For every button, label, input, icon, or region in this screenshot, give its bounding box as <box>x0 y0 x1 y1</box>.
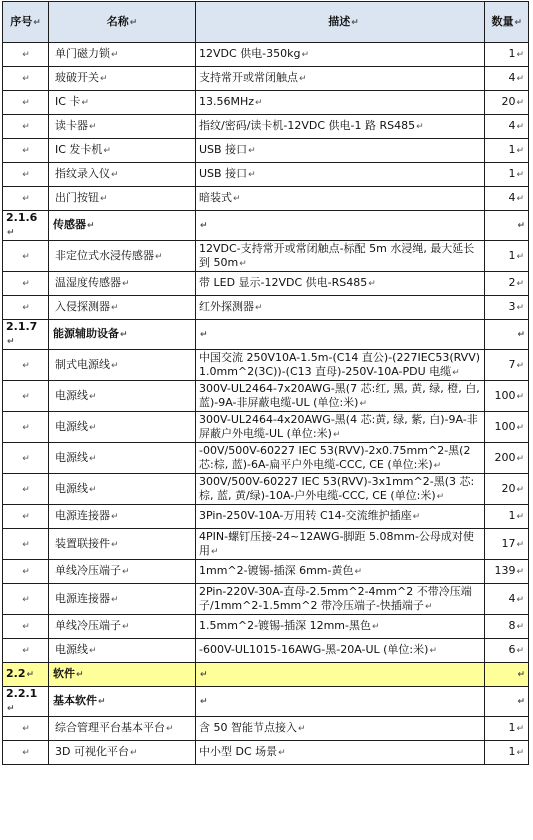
item-description: -00V/500V-60227 IEC 53(RVV)-2x0.75mm^2-黑(2 芯:棕, 蓝)-6A-扁平户外电缆-CCC, CE (单位:米)↵ <box>196 443 485 474</box>
row-number: ↵ <box>3 272 49 296</box>
row-number: ↵ <box>3 91 49 115</box>
row-number: ↵ <box>3 529 49 560</box>
item-name: 电源线↵ <box>49 474 196 505</box>
item-name: 电源线↵ <box>49 381 196 412</box>
item-description: 13.56MHz↵ <box>196 91 485 115</box>
table-row <box>3 91 529 115</box>
item-name: 出门按钮↵ <box>49 187 196 211</box>
row-number: ↵ <box>3 241 49 272</box>
item-description: 1mm^2-镀锡-插深 6mm-黄色↵ <box>196 560 485 584</box>
item-quantity: 20↵ <box>485 91 529 115</box>
item-name: 温湿度传感器↵ <box>49 272 196 296</box>
row-number: ↵ <box>3 639 49 663</box>
row-number: ↵ <box>3 43 49 67</box>
row-number: ↵ <box>3 163 49 187</box>
table-row <box>3 741 529 765</box>
item-description: 中小型 DC 场景↵ <box>196 741 485 765</box>
item-quantity: 1↵ <box>485 139 529 163</box>
row-number: ↵ <box>3 741 49 765</box>
table-row <box>3 350 529 381</box>
table-row <box>3 115 529 139</box>
section-row <box>3 663 529 687</box>
section-number: 2.2.1↵ <box>3 687 49 717</box>
item-quantity: 6↵ <box>485 639 529 663</box>
table-row <box>3 560 529 584</box>
header-qty: 数量↵ <box>485 2 529 43</box>
item-quantity: 1↵ <box>485 241 529 272</box>
item-name: 非定位式水浸传感器↵ <box>49 241 196 272</box>
item-quantity: 4↵ <box>485 187 529 211</box>
item-description: 1.5mm^2-镀锡-插深 12mm-黑色↵ <box>196 615 485 639</box>
table-row <box>3 381 529 412</box>
row-number: ↵ <box>3 139 49 163</box>
item-name: 电源连接器↵ <box>49 584 196 615</box>
item-description: 指纹/密码/读卡机-12VDC 供电-1 路 RS485↵ <box>196 115 485 139</box>
item-quantity: 8↵ <box>485 615 529 639</box>
section-row <box>3 211 529 241</box>
item-description: 支持常开或常闭触点↵ <box>196 67 485 91</box>
row-number: ↵ <box>3 615 49 639</box>
item-name: 单线冷压端子↵ <box>49 560 196 584</box>
item-name: 电源线↵ <box>49 443 196 474</box>
table-row <box>3 443 529 474</box>
row-number: ↵ <box>3 474 49 505</box>
item-name: 读卡器↵ <box>49 115 196 139</box>
item-description: 红外探测器↵ <box>196 296 485 320</box>
table-row <box>3 187 529 211</box>
row-number: ↵ <box>3 412 49 443</box>
row-number: ↵ <box>3 296 49 320</box>
section-desc: ↵ <box>196 320 485 350</box>
item-quantity: 1↵ <box>485 717 529 741</box>
item-quantity: 2↵ <box>485 272 529 296</box>
table-row <box>3 529 529 560</box>
section-title: 传感器↵ <box>49 211 196 241</box>
row-number: ↵ <box>3 350 49 381</box>
table-row <box>3 639 529 663</box>
table-row <box>3 584 529 615</box>
section-title: 基本软件↵ <box>49 687 196 717</box>
table-row <box>3 296 529 320</box>
item-name: 入侵探测器↵ <box>49 296 196 320</box>
item-quantity: 1↵ <box>485 163 529 187</box>
table-row <box>3 505 529 529</box>
item-name: 电源连接器↵ <box>49 505 196 529</box>
item-description: 2Pin-220V-30A-直母-2.5mm^2-4mm^2 不带冷压端子/1mm^2-1.5mm^2 带冷压端子-快插端子↵ <box>196 584 485 615</box>
section-desc: ↵ <box>196 663 485 687</box>
row-number: ↵ <box>3 717 49 741</box>
row-number: ↵ <box>3 584 49 615</box>
item-description: USB 接口↵ <box>196 139 485 163</box>
section-qty: ↵ <box>485 320 529 350</box>
section-qty: ↵ <box>485 211 529 241</box>
item-description: 3Pin-250V-10A-万用转 C14-交流维护插座↵ <box>196 505 485 529</box>
item-name: 装置联接件↵ <box>49 529 196 560</box>
table-row <box>3 163 529 187</box>
section-row <box>3 687 529 717</box>
item-name: 单门磁力锁↵ <box>49 43 196 67</box>
table-row <box>3 43 529 67</box>
item-description: 4PIN-螺钉压接-24~12AWG-脚距 5.08mm-公母成对使用↵ <box>196 529 485 560</box>
section-number: 2.1.6↵ <box>3 211 49 241</box>
section-title: 软件↵ <box>49 663 196 687</box>
item-quantity: 4↵ <box>485 115 529 139</box>
equipment-table <box>2 1 529 765</box>
header-name: 名称↵ <box>49 2 196 43</box>
row-number: ↵ <box>3 67 49 91</box>
row-number: ↵ <box>3 443 49 474</box>
section-row <box>3 320 529 350</box>
section-qty: ↵ <box>485 687 529 717</box>
table-row <box>3 615 529 639</box>
item-name: 综合管理平台基本平台↵ <box>49 717 196 741</box>
header-desc: 描述↵ <box>196 2 485 43</box>
section-desc: ↵ <box>196 211 485 241</box>
row-number: ↵ <box>3 505 49 529</box>
table-row <box>3 272 529 296</box>
section-number: 2.2↵ <box>3 663 49 687</box>
item-quantity: 1↵ <box>485 43 529 67</box>
item-quantity: 3↵ <box>485 296 529 320</box>
item-name: 制式电源线↵ <box>49 350 196 381</box>
item-description: 含 50 智能节点接入↵ <box>196 717 485 741</box>
section-desc: ↵ <box>196 687 485 717</box>
row-number: ↵ <box>3 560 49 584</box>
item-description: USB 接口↵ <box>196 163 485 187</box>
item-quantity: 1↵ <box>485 505 529 529</box>
header-row <box>3 2 529 43</box>
item-description: 带 LED 显示-12VDC 供电-RS485↵ <box>196 272 485 296</box>
item-name: 玻破开关↵ <box>49 67 196 91</box>
table-row <box>3 241 529 272</box>
table-row <box>3 717 529 741</box>
item-quantity: 139↵ <box>485 560 529 584</box>
section-qty: ↵ <box>485 663 529 687</box>
item-quantity: 100↵ <box>485 412 529 443</box>
section-number: 2.1.7↵ <box>3 320 49 350</box>
item-description: -600V-UL1015-16AWG-黑-20A-UL (单位:米)↵ <box>196 639 485 663</box>
item-quantity: 17↵ <box>485 529 529 560</box>
item-quantity: 1↵ <box>485 741 529 765</box>
item-quantity: 100↵ <box>485 381 529 412</box>
item-name: IC 卡↵ <box>49 91 196 115</box>
table-row <box>3 474 529 505</box>
section-title: 能源辅助设备↵ <box>49 320 196 350</box>
item-description: 300V-UL2464-7x20AWG-黑(7 芯:红, 黑, 黄, 绿, 橙, 白, 蓝)-9A-非屏蔽电缆-UL (单位:米)↵ <box>196 381 485 412</box>
row-number: ↵ <box>3 187 49 211</box>
item-name: 单线冷压端子↵ <box>49 615 196 639</box>
item-quantity: 4↵ <box>485 584 529 615</box>
item-quantity: 7↵ <box>485 350 529 381</box>
item-name: IC 发卡机↵ <box>49 139 196 163</box>
item-description: 12VDC-支持常开或常闭触点-标配 5m 水浸绳, 最大延长到 50m↵ <box>196 241 485 272</box>
item-quantity: 4↵ <box>485 67 529 91</box>
table-row <box>3 67 529 91</box>
item-quantity: 200↵ <box>485 443 529 474</box>
row-number: ↵ <box>3 115 49 139</box>
table-row <box>3 412 529 443</box>
item-description: 12VDC 供电-350kg↵ <box>196 43 485 67</box>
item-description: 300V/500V-60227 IEC 53(RVV)-3x1mm^2-黑(3 芯:棕, 蓝, 黄/绿)-10A-户外电缆-CCC, CE (单位:米)↵ <box>196 474 485 505</box>
item-description: 中国交流 250V10A-1.5m-(C14 直公)-(227IEC53(RVV)1.0mm^2(3C))-(C13 直母)-250V-10A-PDU 电缆↵ <box>196 350 485 381</box>
item-description: 暗装式↵ <box>196 187 485 211</box>
header-no: 序号↵ <box>3 2 49 43</box>
item-name: 指纹录入仪↵ <box>49 163 196 187</box>
row-number: ↵ <box>3 381 49 412</box>
item-name: 3D 可视化平台↵ <box>49 741 196 765</box>
item-name: 电源线↵ <box>49 639 196 663</box>
item-name: 电源线↵ <box>49 412 196 443</box>
table-row <box>3 139 529 163</box>
item-quantity: 20↵ <box>485 474 529 505</box>
item-description: 300V-UL2464-4x20AWG-黑(4 芯:黄, 绿, 紫, 白)-9A-非屏蔽户外电缆-UL (单位:米)↵ <box>196 412 485 443</box>
